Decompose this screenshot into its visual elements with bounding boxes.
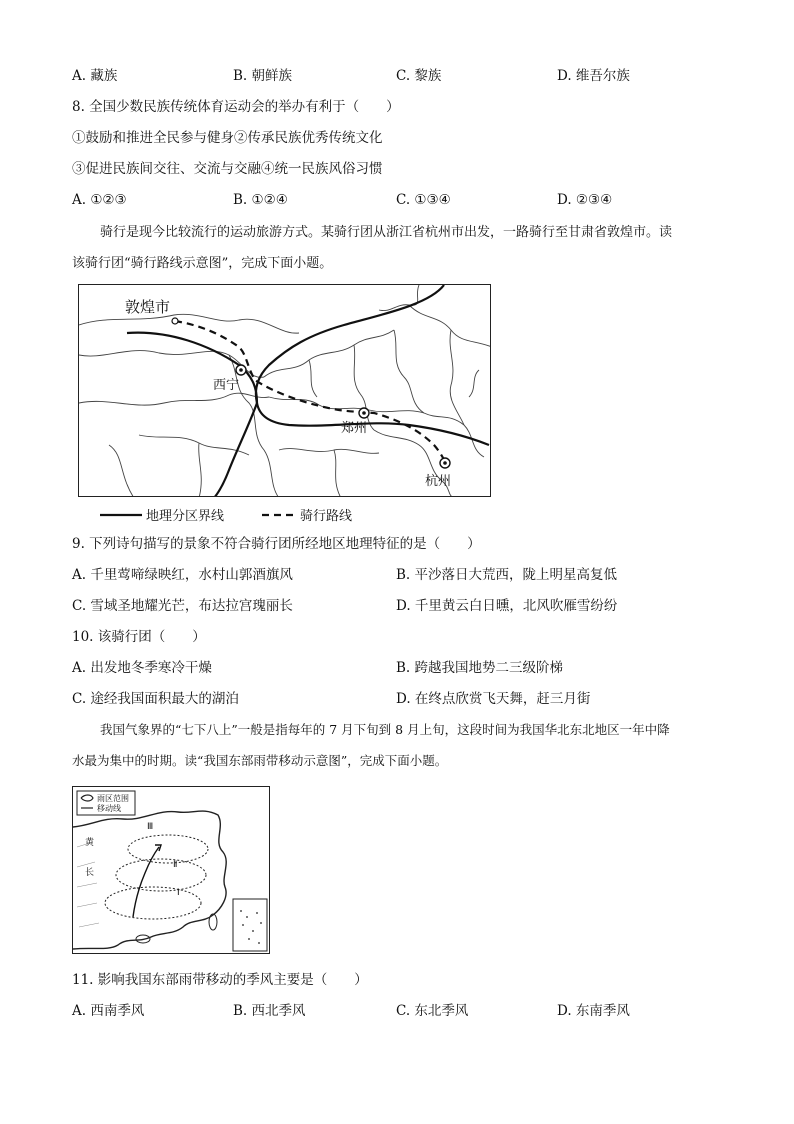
q9-option-b[interactable]: B. 平沙落日大荒西，陇上明星高复低 (396, 567, 618, 583)
q10-option-c[interactable]: C. 途经我国面积最大的湖泊 (72, 691, 239, 707)
q11-option-a[interactable]: A. 西南季风 (72, 1003, 145, 1019)
route-map-svg (79, 285, 491, 497)
q10-stem: 10. 该骑行团（ ） (72, 629, 206, 645)
route-map-legend (100, 506, 370, 530)
q9-stem: 9. 下列诗句描写的景象不符合骑行团所经地区地理特征的是（ ） (72, 536, 481, 552)
q8-option-c[interactable]: C. ①③④ (396, 192, 451, 208)
province-borders (79, 285, 491, 497)
rain-zone-2 (116, 859, 206, 891)
passage2-line1: 我国气象界的“七下八上”一般是指每年的 7 月下旬到 8 月上旬，这段时间为我国华北东北地区一年中降 (100, 722, 670, 737)
zone-label-2: Ⅱ (173, 860, 178, 870)
land-hatch (77, 842, 99, 927)
q9-option-d[interactable]: D. 千里黄云白日曛，北风吹雁雪纷纷 (396, 598, 618, 614)
boundary-north-northwest (256, 285, 444, 403)
zhengzhou-marker-dot (362, 411, 366, 415)
q11-option-d[interactable]: D. 东南季风 (557, 1003, 630, 1019)
label-dunhuang: 敦煌市 (125, 298, 171, 316)
boundary-qinling-huaihe (127, 333, 489, 445)
hangzhou-marker-dot (443, 461, 447, 465)
division-boundaries (127, 285, 489, 497)
passage1-line2: 该骑行团“骑行路线示意图”，完成下面小题。 (72, 256, 333, 271)
taiwan-outline (209, 914, 217, 930)
q7-option-b[interactable]: B. 朝鲜族 (233, 68, 293, 84)
q10-option-d[interactable]: D. 在终点欣赏飞天舞，赶三月街 (396, 691, 591, 707)
rain-legend-move: 移动线 (97, 804, 121, 813)
legend-svg (100, 506, 370, 524)
q10-option-b[interactable]: B. 跨越我国地势二三级阶梯 (396, 660, 564, 676)
q8-option-d[interactable]: D. ②③④ (557, 192, 613, 208)
q7-option-d[interactable]: D. 维吾尔族 (557, 68, 630, 84)
q8-option-b[interactable]: B. ①②④ (233, 192, 288, 208)
passage1-line1: 骑行是现今比较流行的运动旅游方式。某骑行团从浙江省杭州市出发，一路骑行至甘肃省敦煌市。读 (100, 225, 673, 240)
rain-belt-map (72, 786, 270, 954)
q9-option-c[interactable]: C. 雪域圣地耀光芒，布达拉宫瑰丽长 (72, 598, 293, 614)
south-sea-inset (233, 899, 267, 951)
label-chang: 长 (85, 868, 95, 878)
rain-zone-1 (105, 887, 201, 919)
label-hangzhou: 杭州 (425, 474, 452, 489)
q7-option-a[interactable]: A. 藏族 (72, 68, 118, 84)
zone-label-1: Ⅰ (177, 888, 180, 898)
q7-option-c[interactable]: C. 黎族 (396, 68, 442, 84)
q8-option-a[interactable]: A. ①②③ (72, 192, 127, 208)
rain-legend-area: 雨区范围 (97, 794, 129, 803)
rain-belt-svg (73, 787, 270, 954)
cycling-route-map (78, 284, 491, 497)
legend-boundary-label: 地理分区界线 (146, 509, 225, 524)
xining-marker-dot (239, 368, 243, 372)
rain-zone-3 (128, 835, 208, 863)
q11-stem: 11. 影响我国东部雨带移动的季风主要是（ ） (72, 972, 368, 988)
cycling-route (175, 321, 447, 465)
label-xining: 西宁 (213, 378, 240, 393)
label-huang: 黄 (85, 838, 95, 848)
zone-label-3: Ⅲ (147, 822, 154, 832)
q11-option-b[interactable]: B. 西北季风 (233, 1003, 306, 1019)
dunhuang-marker (172, 318, 178, 324)
label-zhengzhou: 郑州 (341, 421, 368, 436)
legend-route-label: 骑行路线 (300, 509, 353, 524)
q10-option-a[interactable]: A. 出发地冬季寒冷干燥 (72, 660, 212, 676)
passage2-line2: 水最为集中的时期。读“我国东部雨带移动示意图”，完成下面小题。 (72, 753, 448, 768)
q8-items-line2: ③促进民族间交往、交流与交融④统一民族风俗习惯 (72, 161, 383, 177)
q9-option-a[interactable]: A. 千里莺啼绿映红，水村山郭酒旗风 (72, 567, 293, 583)
q11-option-c[interactable]: C. 东北季风 (396, 1003, 469, 1019)
q8-items-line1: ①鼓励和推进全民参与健身②传承民族优秀传统文化 (72, 130, 383, 146)
q8-stem: 8. 全国少数民族传统体育运动会的举办有利于（ ） (72, 99, 400, 115)
